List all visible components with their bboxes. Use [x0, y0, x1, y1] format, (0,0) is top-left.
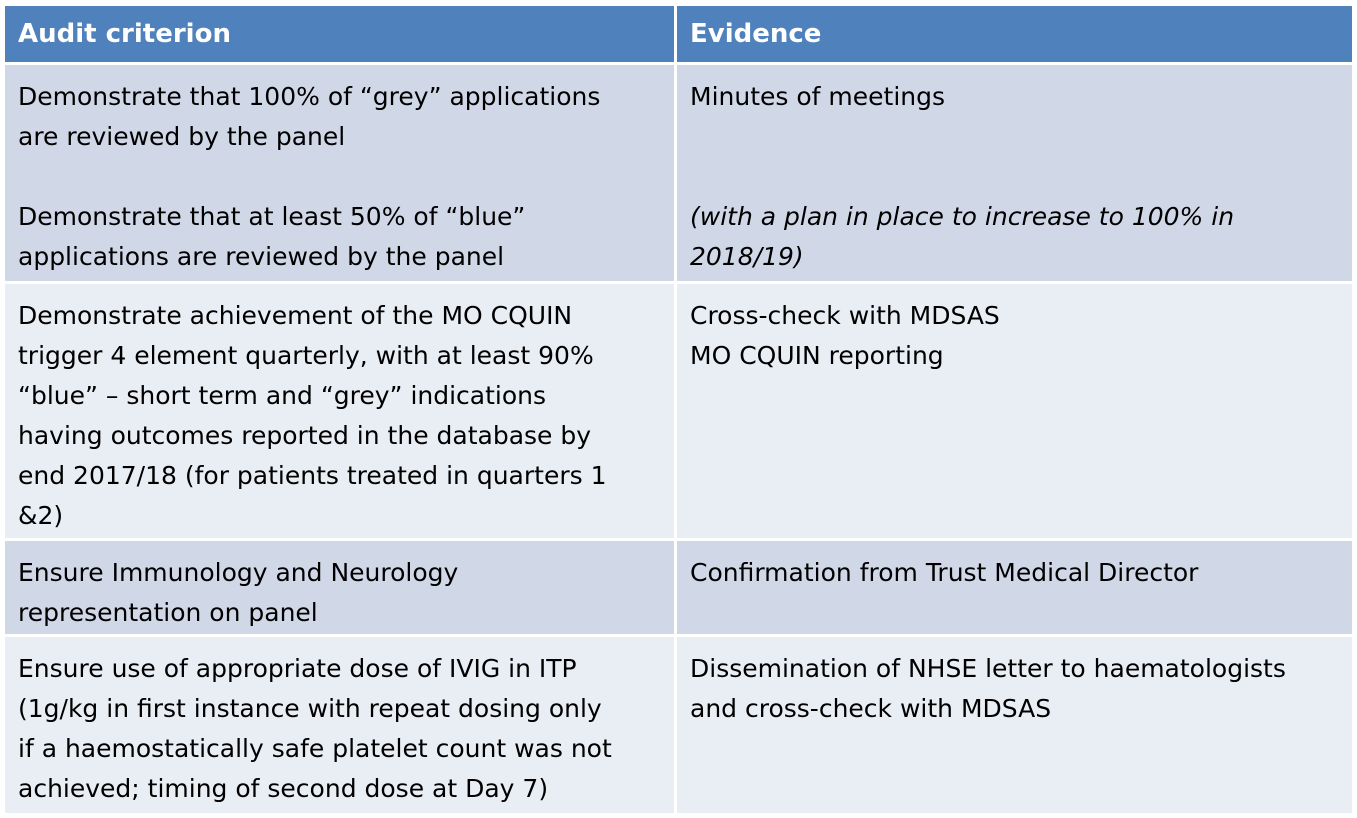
row-4-criterion-line: (1g/kg in first instance with repeat dosing only	[18, 694, 602, 723]
row-2-criterion-line: &2)	[18, 501, 64, 530]
row-3-criterion-line: Ensure Immunology and Neurology	[18, 558, 459, 587]
row-1-criterion-line: are reviewed by the panel	[18, 122, 346, 151]
row-1-criterion-line: applications are reviewed by the panel	[18, 242, 505, 271]
header-audit-criterion: Audit criterion	[5, 6, 674, 62]
row-3-criterion	[5, 541, 674, 634]
row-1-evidence	[677, 65, 1352, 281]
row-1-evidence-line	[690, 237, 1340, 277]
row-2-evidence	[677, 284, 1352, 538]
row-1-evidence-line: Minutes of meetings	[690, 82, 946, 111]
row-2-criterion-line: trigger 4 element quarterly, with at least 90%	[18, 341, 594, 370]
row-3-evidence-line: Confirmation from Trust Medical Director	[690, 558, 1199, 587]
row-1-criterion	[5, 65, 674, 281]
row-3-evidence	[677, 541, 1352, 634]
row-1-criterion-line: Demonstrate that at least 50% of “blue”	[18, 202, 526, 231]
row-2-criterion	[5, 284, 674, 538]
row-2-evidence-line: Cross-check with MDSAS	[690, 301, 1000, 330]
row-4-evidence	[677, 637, 1352, 813]
header-evidence: Evidence	[677, 6, 1352, 62]
row-4-criterion-line: achieved; timing of second dose at Day 7)	[18, 774, 549, 803]
row-2-criterion-line: “blue” – short term and “grey” indications	[18, 381, 547, 410]
row-1-evidence-line	[690, 197, 1340, 237]
row-3-criterion-line: representation on panel	[18, 598, 318, 627]
row-4-criterion-line: Ensure use of appropriate dose of IVIG in ITP	[18, 654, 577, 683]
row-1-criterion-line: Demonstrate that 100% of “grey” applications	[18, 82, 601, 111]
row-1-evidence-italic-note: 2018/19)	[690, 242, 804, 271]
row-2-criterion-line: having outcomes reported in the database by	[18, 421, 592, 450]
row-4-criterion	[5, 637, 674, 813]
audit-table	[5, 6, 1352, 813]
row-4-evidence-line: and cross-check with MDSAS	[690, 694, 1052, 723]
row-2-criterion-line: end 2017/18 (for patients treated in quarters 1	[18, 461, 607, 490]
row-2-evidence-line: MO CQUIN reporting	[690, 341, 944, 370]
row-4-criterion-line: if a haemostatically safe platelet count was not	[18, 734, 612, 763]
row-2-criterion-line: Demonstrate achievement of the MO CQUIN	[18, 301, 573, 330]
row-4-evidence-line: Dissemination of NHSE letter to haematologists	[690, 654, 1286, 683]
row-1-evidence-italic-note: (with a plan in place to increase to 100% in	[690, 202, 1235, 231]
